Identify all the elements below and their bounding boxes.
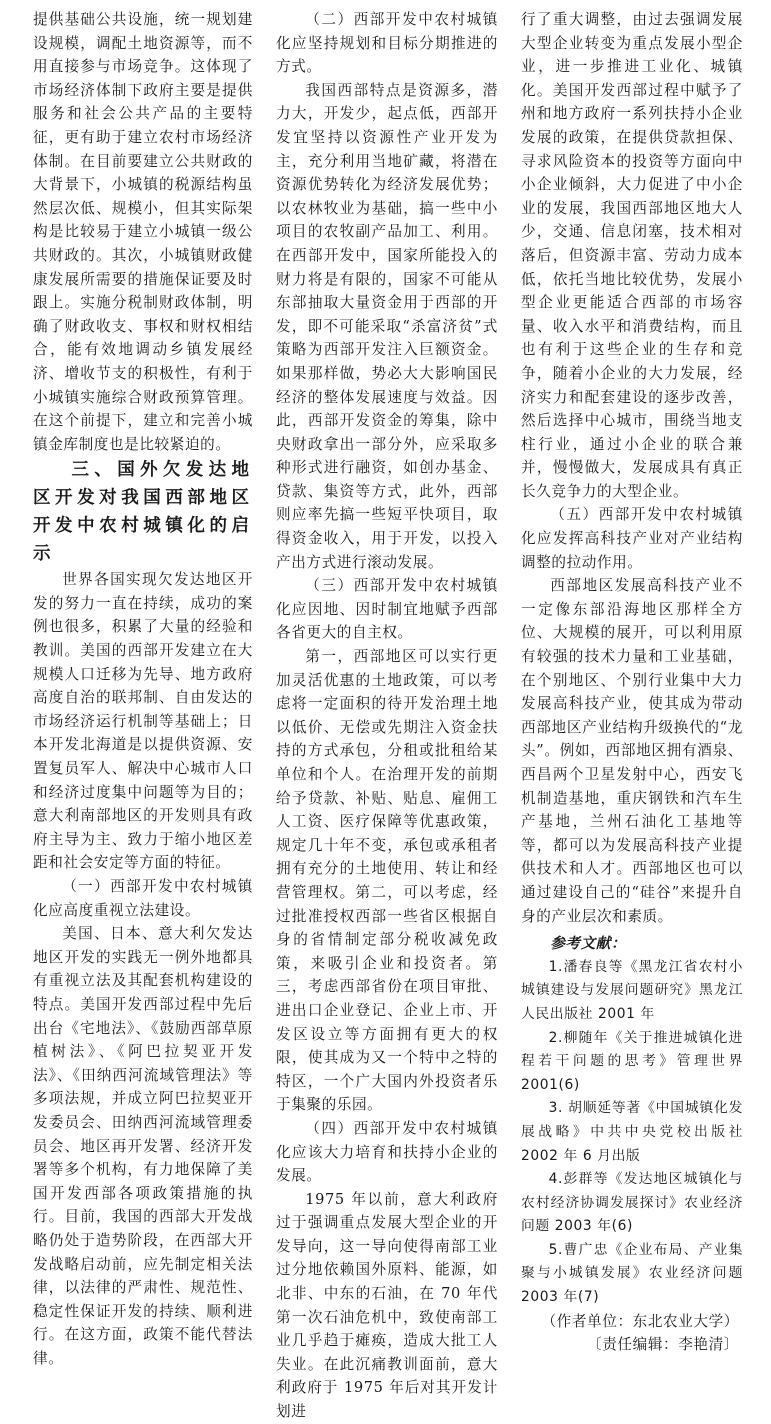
column-right — [521, 8, 743, 1357]
references-title: 参考文献： — [550, 935, 627, 953]
section-heading: 三、国外欠发达地区开发对我国西部地区开发中农村城镇化的启示 — [33, 460, 253, 565]
reference-item: 3. 胡顺延等著《中国城镇化发展战略》中共中央党校出版社 2002 年 6 月出版 — [521, 1100, 743, 1164]
reference-item: 4.彭群等《发达地区城镇化与农村经济协调发展探讨》农业经济问题 2003 年(6) — [521, 1171, 743, 1235]
paragraph: 行了重大调整，由过去强调发展大型企业转变为重点发展小型企业，进一步推进工业化、城镇化。美国开发西部过程中赋予了州和地方政府一系列扶持小企业发展的政策，在提供贷款担保、寻求风险资本的投资等方面向中小企业倾斜，大力促进了中小企业的发展，我国西部地区地大人少，交通、信息闭塞，技术相对落后，但资源丰富、劳动力成本低，依托当地比较优势，发展小型企业更能适合西部的市场容量、收入水平和消费结构，而且也有利于这些企业的生存和竞争，随着小企业的大力发展，经济实力和配套建设的逐步改善，然后选择中心城市，围绕当地支柱行业，通过小企业的联合兼并，慢慢做大，发展成具有真正长久竞争力的大型企业。 — [521, 11, 743, 500]
paragraph: 提供基础公共设施，统一规划建设规模，调配土地资源等，而不用直接参与市场竞争。这体现了市场经济体制下政府主要是提供服务和社会公共产品的主要特征，更有助于建立农村市场经济体制。在目前要建立公共财政的大背景下，小城镇的税源结构虽然层次低、规模小，但其实际架构是比较易于建立小城镇一级公共财政的。其次，小城镇财政健康发展所需要的措施保证要及时跟上。实施分税制财政体制，明确了财政收支、事权和财权相结合，能有效地调动乡镇发展经济、增收节支的积极性，有利于小城镇实施综合财政预算管理。在这个前提下，建立和完善小城镇金库制度也是比较紧迫的。 — [33, 11, 253, 453]
subsection-heading: （二）西部开发中农村城镇化应坚持规划和目标分期推进的方式。 — [276, 11, 498, 76]
subsection-heading: （一）西部开发中农村城镇化应高度重视立法建设。 — [33, 878, 253, 919]
paragraph: 美国、日本、意大利欠发达地区开发的实践无一例外地都具有重视立法及其配套机构建设的特点。美国开发西部过程中先后出台《宅地法》、《鼓励西部草原植树法》、《阿巴拉契亚开发法》、《田纳西河流域管理法》等多项法规，并成立阿巴拉契亚开发委员会、田纳西河流域管理委员会、地区再开发署、经济开发署等多个机构，有力地保障了美国开发西部各项政策措施的执行。目前，我国的西部大开发战略仍处于造势阶段，在西部大开发战略启动前，应先制定相关法律，以法律的严肃性、规范性、稳定性保证开发的持续、顺利进行。在这方面，政策不能代替法律。 — [33, 925, 253, 1367]
reference-item: 1.潘春良等《黑龙江省农村小城镇建设与发展问题研究》黑龙江人民出版社 2001 年 — [521, 958, 743, 1022]
author-affiliation: （作者单位：东北农业大学） — [541, 1312, 739, 1330]
paragraph: 第一，西部地区可以实行更加灵活优惠的土地政策，可以考虑将一定面积的待开发治理土地以低价、无偿或先期注入资金扶持的方式承包，分租或批租给某单位和个人。在治理开发的前期给予贷款、补贴、贴息、雇佣工人工资、医疗保障等优惠政策，规定几十年不变，承包或承租者拥有充分的土地使用、转让和经营管理权。第二，可以考虑，经过批准授权西部一些省区根据自身的省情制定部分税收减免政策，来吸引企业和投资者。第三，考虑西部省份在项目审批、进出口企业登记、企业上市、开发区设立等方面拥有更大的权限，使其成为又一个特中之特的特区，一个广大国内外投资者乐于集聚的乐园。 — [276, 648, 498, 1114]
paragraph: 世界各国实现欠发达地区开发的努力一直在持续，成功的案例也很多，积累了大量的经验和教训。美国的西部开发建立在大规模人口迁移为先导、地方政府高度自治的联邦制、自由发达的市场经济运行机制等基础上；日本开发北海道是以提供资源、安置复员军人、解决中心城市人口和经济过度集中问题等为目的；意大利南部地区的开发则具有政府主导为主、致力于缩小地区差距和社会安定等方面的特征。 — [33, 571, 253, 872]
column-middle — [276, 8, 498, 1424]
responsible-editor: 〔责任编辑：李艳清〕 — [587, 1336, 739, 1354]
subsection-heading: （三）西部开发中农村城镇化应因地、因时制宜地赋予西部各省更大的自主权。 — [276, 577, 498, 642]
paragraph: 西部地区发展高科技产业不一定像东部沿海地区那样全方位、大规模的展开，可以利用原有较强的技术力量和工业基础，在个别地区、个别行业集中大力发展高科技产业，使其成为带动西部地区产业结构升级换代的“龙头”。例如，西部地区拥有酒泉、西昌两个卫星发射中心，西安飞机制造基地，重庆钢铁和汽车生产基地，兰州石油化工基地等等，都可以为发展高科技产业提供技术和人才。西部地区也可以通过建设自己的“硅谷”来提升自身的产业层次和素质。 — [521, 577, 743, 925]
paragraph: 我国西部特点是资源多，潜力大，开发少，起点低，西部开发宜坚持以资源性产业开发为主，充分利用当地矿藏，将潜在资源优势转化为经济发展优势；以农林牧业为基础，搞一些中小项目的农牧副产品加工、利用。在西部开发中，国家所能投入的财力将是有限的，国家不可能从东部抽取大量资金用于西部的开发，即不可能采取“杀富济贫”式策略为西部开发注入巨额资金。如果那样做，势必大大影响国民经济的整体发展速度与效益。因此，西部开发资金的筹集，除中央财政拿出一部分外，应采取多种形式进行融资，如创办基金、贷款、集资等方式，此外，西部则应率先搞一些短平快项目，取得资金收入，用于开发，以投入产出方式进行滚动发展。 — [276, 81, 498, 571]
reference-item: 5.曹广忠《企业布局、产业集聚与小城镇发展》农业经济问题 2003 年(7) — [521, 1241, 743, 1306]
paragraph: 1975 年以前，意大利政府过于强调重点发展大型企业的开发导向，这一导向使得南部工业过分地依赖国外原料、能源，如北非、中东的石油，在 70 年代第一次石油危机中，致使南部工业几乎趋于瘫痪，造成大批工人失业。在此沉痛教训面前，意大利政府于 1975 年后对其开发计划进 — [276, 1190, 498, 1421]
column-left — [33, 8, 253, 1370]
reference-item: 2.柳随年《关于推进城镇化进程若干问题的思考》管理世界 2001(6) — [521, 1029, 743, 1093]
subsection-heading: （四）西部开发中农村城镇化应该大力培育和扶持小企业的发展。 — [276, 1119, 498, 1185]
subsection-heading: （五）西部开发中农村城镇化应发挥高科技产业对产业结构调整的拉动作用。 — [521, 506, 743, 571]
